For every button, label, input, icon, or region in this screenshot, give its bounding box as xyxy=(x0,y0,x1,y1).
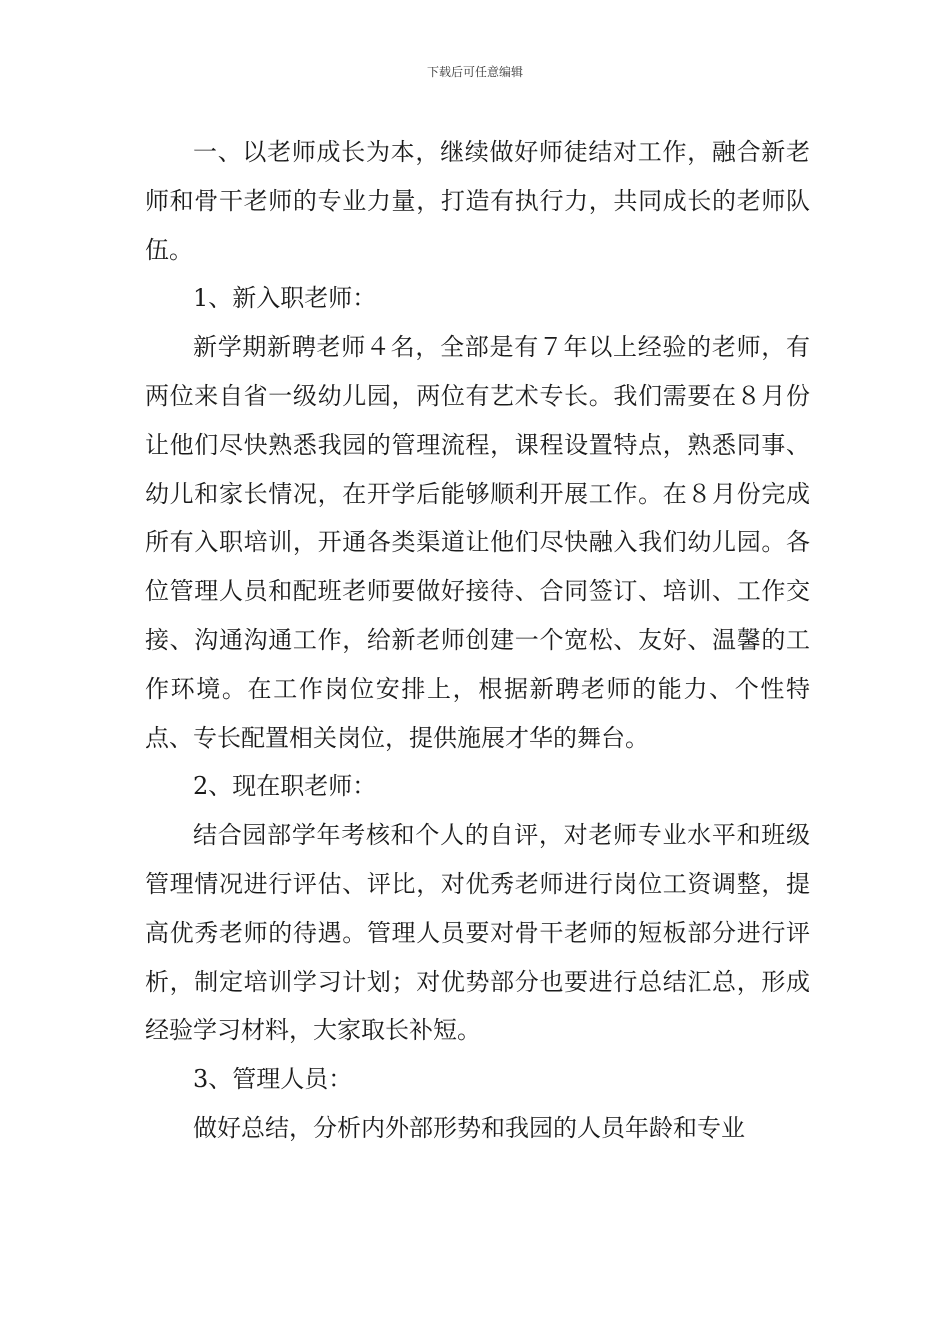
document-body xyxy=(145,128,810,1153)
paragraph-section-one-heading: 一、以老师成长为本，继续做好师徒结对工作，融合新老师和骨干老师的专业力量，打造有执行力，共同成长的老师队伍。 xyxy=(145,138,810,264)
paragraph-current-teachers-body: 结合园部学年考核和个人的自评，对老师专业水平和班级管理情况进行评估、评比，对优秀老师进行岗位工资调整，提高优秀老师的待遇。管理人员要对骨干老师的短板部分进行评析，制定培训学习计划；对优势部分也要进行总结汇总，形成经验学习材料，大家取长补短。 xyxy=(145,821,810,1045)
paragraph-new-teachers-heading: 1、新入职老师： xyxy=(193,284,377,313)
page-header-note: 下载后可任意编辑 xyxy=(426,65,523,79)
paragraph-new-teachers-body: 新学期新聘老师４名，全部是有７年以上经验的老师，有两位来自省一级幼儿园，两位有艺术专长。我们需要在８月份让他们尽快熟悉我园的管理流程，课程设置特点，熟悉同事、幼儿和家长情况，在开学后能够顺利开展工作。在８月份完成所有入职培训，开通各类渠道让他们尽快融入我们幼儿园。各位管理人员和配班老师要做好接待、合同签订、培训、工作交接、沟通沟通工作，给新老师创建一个宽松、友好、温馨的工作环境。在工作岗位安排上，根据新聘老师的能力、个性特点、专长配置相关岗位，提供施展才华的舞台。 xyxy=(145,333,810,752)
paragraph-management-heading: 3、管理人员： xyxy=(193,1065,353,1094)
paragraph-current-teachers-heading: 2、现在职老师： xyxy=(193,772,377,801)
paragraph-management-body: 做好总结，分析内外部形势和我园的人员年龄和专业 xyxy=(193,1113,745,1142)
